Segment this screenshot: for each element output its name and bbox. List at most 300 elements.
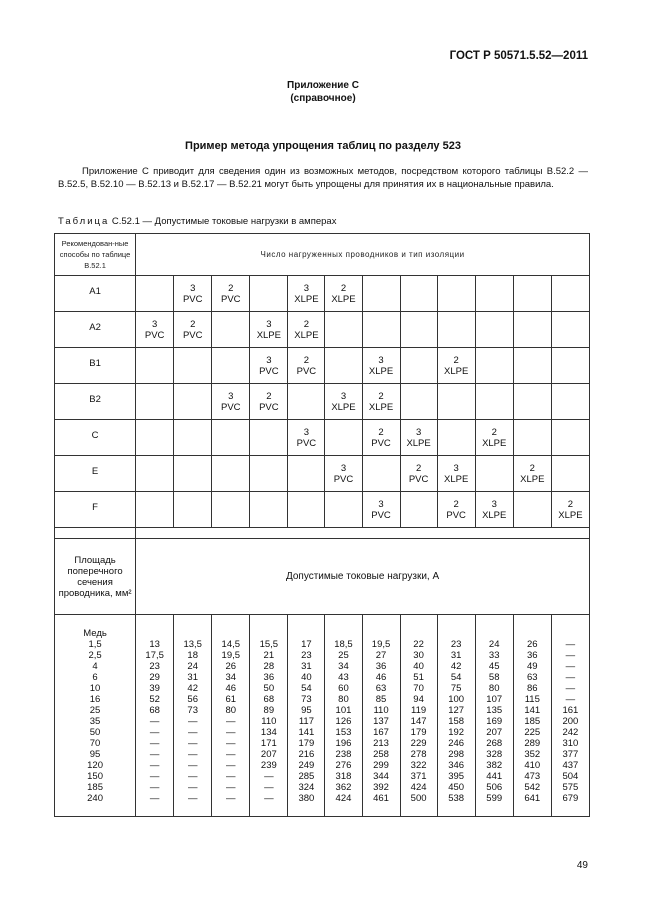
ampacity-value: — xyxy=(187,715,198,727)
ampacity-value: — xyxy=(226,759,236,771)
ampacity-value: 115 xyxy=(524,693,540,705)
method-cell xyxy=(325,492,362,528)
ampacity-value: 424 xyxy=(335,792,352,804)
ampacity-value: 23 xyxy=(301,649,312,661)
method-cell xyxy=(174,312,212,348)
insulation-type: XLPE xyxy=(331,293,356,305)
ampacity-value: — xyxy=(226,715,236,727)
ampacity-value: 40 xyxy=(301,671,312,683)
insulation-type: XLPE xyxy=(368,365,394,377)
method-cell xyxy=(513,276,551,312)
intro-text: Приложение С приводит для сведения один из возможных методов, посредством которого таблицы В.52.2 — В.52.5, В.52.10 — В.52.13 и В.52.17 — В.52.21 могут быть упрощены для принятия их в национальные правила. xyxy=(58,166,588,190)
method-cell xyxy=(250,312,288,348)
ampacity-value: 500 xyxy=(410,792,427,804)
ampacity-value: 161 xyxy=(562,704,579,716)
ampacity-header: Допустимые токовые нагрузки, А xyxy=(136,539,590,615)
method-cell xyxy=(288,492,325,528)
ampacity-value: 538 xyxy=(448,792,465,804)
insulation-type: PVC xyxy=(182,329,203,341)
method-cell xyxy=(136,312,174,348)
ampacity-value: 27 xyxy=(375,649,387,661)
ampacity-value: 31 xyxy=(450,649,462,661)
ampacity-value: 95 xyxy=(301,704,312,716)
method-cell xyxy=(250,420,288,456)
ampacity-value: 377 xyxy=(562,748,579,760)
cross-section-value: 4 xyxy=(92,660,98,672)
method-cell xyxy=(513,420,551,456)
ampacity-value: 52 xyxy=(149,693,160,705)
insulation-type: XLPE xyxy=(406,437,431,449)
insulation-type: XLPE xyxy=(294,329,319,341)
method-cell xyxy=(174,348,212,384)
method-cell xyxy=(174,276,212,312)
conductor-count: 3 xyxy=(378,354,384,366)
method-cell xyxy=(325,384,362,420)
ampacity-value: — xyxy=(149,781,160,793)
conductors-header: Число нагруженных проводников и тип изоляции xyxy=(136,234,590,276)
ampacity-value: 127 xyxy=(448,704,465,716)
conductor-count: 3 xyxy=(340,390,347,402)
ampacity-column xyxy=(400,615,437,817)
conductor-count: 3 xyxy=(303,282,310,294)
ampacity-value: — xyxy=(149,715,160,727)
ampacity-value: 46 xyxy=(225,682,237,694)
conductor-count: 2 xyxy=(453,498,459,510)
ampacity-value: 43 xyxy=(338,671,349,683)
insulation-type: XLPE xyxy=(444,473,469,485)
ampacity-value: — xyxy=(149,792,160,804)
method-cell xyxy=(325,456,362,492)
ampacity-value: 441 xyxy=(486,770,503,782)
ampacity-value: 126 xyxy=(335,715,352,727)
ampacity-value: — xyxy=(187,770,198,782)
cross-section-value: 95 xyxy=(89,748,101,760)
ampacity-value: 24 xyxy=(187,660,198,672)
method-cell xyxy=(250,348,288,384)
document-id: ГОСТ Р 50571.5.52—2011 xyxy=(449,50,588,62)
ampacity-value: 344 xyxy=(373,770,389,782)
conductor-material: Медь xyxy=(83,627,107,639)
method-cell xyxy=(400,492,437,528)
ampacity-value: — xyxy=(149,726,160,738)
ampacity-column xyxy=(174,615,212,817)
insulation-type: PVC xyxy=(144,329,165,341)
ampacity-value: 213 xyxy=(373,737,389,749)
method-cell xyxy=(475,456,513,492)
ampacity-value: 200 xyxy=(562,715,579,727)
ampacity-spacer xyxy=(476,628,513,639)
method-cell xyxy=(250,456,288,492)
cross-section-value: 185 xyxy=(87,781,103,793)
ampacity-spacer xyxy=(212,628,249,639)
method-cell xyxy=(362,384,400,420)
ampacity-value: 110 xyxy=(261,715,277,727)
conductor-count: 2 xyxy=(378,426,384,438)
spacer-cell xyxy=(136,528,590,539)
method-cell xyxy=(400,312,437,348)
ampacity-column xyxy=(362,615,400,817)
cross-section-value: 240 xyxy=(87,792,103,804)
ampacity-value: 17 xyxy=(301,638,312,650)
ampacity-value: 18,5 xyxy=(334,638,353,650)
ampacity-value: 58 xyxy=(488,671,500,683)
ampacity-value: 13,5 xyxy=(183,638,202,650)
insulation-type: PVC xyxy=(371,437,391,449)
method-cell xyxy=(437,348,475,384)
ampacity-value: 185 xyxy=(524,715,541,727)
method-cell xyxy=(288,420,325,456)
insulation-type: PVC xyxy=(446,509,466,521)
method-cell xyxy=(288,276,325,312)
method-cell xyxy=(551,312,589,348)
insulation-type: PVC xyxy=(182,293,203,305)
method-cell xyxy=(513,312,551,348)
ampacity-spacer xyxy=(136,628,173,639)
ampacity-value: 54 xyxy=(450,671,462,683)
conductor-count: 2 xyxy=(303,354,310,366)
ampacity-value: 23 xyxy=(149,660,160,672)
method-cell xyxy=(212,420,250,456)
ampacity-value: 575 xyxy=(562,781,579,793)
ampacity-spacer xyxy=(401,628,437,639)
ampacity-value: 61 xyxy=(225,693,237,705)
ampacity-value: 410 xyxy=(524,759,541,771)
method-cell xyxy=(551,348,589,384)
method-cell xyxy=(475,384,513,420)
cross-section-column xyxy=(55,615,136,817)
ampacity-value: 45 xyxy=(488,660,500,672)
page-number: 49 xyxy=(576,860,588,871)
ampacity-column xyxy=(325,615,362,817)
insulation-type: PVC xyxy=(221,401,241,413)
ampacity-value: 461 xyxy=(373,792,389,804)
method-header: Рекомендован-ные способы по таблице В.52.1 xyxy=(55,234,136,276)
ampacity-value: 216 xyxy=(298,748,315,760)
ampacity-value: 207 xyxy=(260,748,277,760)
ampacity-value: 179 xyxy=(410,726,427,738)
method-cell xyxy=(437,456,475,492)
ampacity-column xyxy=(475,615,513,817)
method-name: В1 xyxy=(55,348,136,384)
ampacity-value: 54 xyxy=(301,682,312,694)
method-name: В2 xyxy=(55,384,136,420)
method-cell xyxy=(136,276,174,312)
ampacity-value: 599 xyxy=(486,792,503,804)
conductor-count: 3 xyxy=(491,498,497,510)
ampacity-value: 80 xyxy=(225,704,237,716)
ampacity-value: 141 xyxy=(524,704,541,716)
conductor-count: 2 xyxy=(453,354,459,366)
method-cell xyxy=(475,492,513,528)
method-cell xyxy=(325,420,362,456)
ampacity-value: 192 xyxy=(448,726,465,738)
ampacity-value: 23 xyxy=(450,638,462,650)
cross-section-value: 70 xyxy=(89,737,101,749)
method-cell xyxy=(475,276,513,312)
ampacity-value: 94 xyxy=(413,693,424,705)
ampacity-spacer xyxy=(363,628,400,639)
ampacity-value: 229 xyxy=(410,737,427,749)
conductor-count: 3 xyxy=(266,354,272,366)
method-cell xyxy=(551,456,589,492)
ampacity-value: 249 xyxy=(298,759,315,771)
insulation-type: XLPE xyxy=(482,509,507,521)
conductor-count: 2 xyxy=(266,390,272,402)
method-cell xyxy=(437,420,475,456)
method-row xyxy=(55,348,590,384)
ampacity-value: — xyxy=(565,671,576,683)
method-cell xyxy=(288,384,325,420)
appendix-subtitle: (справочное) xyxy=(290,93,356,104)
ampacity-value: — xyxy=(226,792,236,804)
ampacity-value: 107 xyxy=(486,693,503,705)
ampacity-value: 40 xyxy=(413,660,424,672)
method-cell xyxy=(212,276,250,312)
ampacity-value: 392 xyxy=(373,781,389,793)
ampacity-value: 50 xyxy=(263,682,275,694)
conductor-count: 3 xyxy=(340,462,347,474)
ampacity-value: 14,5 xyxy=(221,638,241,650)
ampacity-value: 395 xyxy=(448,770,465,782)
ampacity-value: 473 xyxy=(524,770,541,782)
ampacity-value: 51 xyxy=(413,671,424,683)
conductor-count: 3 xyxy=(415,426,422,438)
spacer-cell xyxy=(55,528,136,539)
ampacity-value: 42 xyxy=(450,660,462,672)
ampacity-value: 285 xyxy=(298,770,315,782)
insulation-type: PVC xyxy=(259,365,279,377)
ampacity-value: 679 xyxy=(562,792,579,804)
ampacity-value: 31 xyxy=(187,671,198,683)
ampacity-value: 34 xyxy=(225,671,237,683)
table-caption-prefix: Таблица xyxy=(58,216,110,227)
method-cell xyxy=(513,384,551,420)
ampacity-value: 371 xyxy=(410,770,427,782)
method-row xyxy=(55,312,590,348)
ampacity-value: 268 xyxy=(486,737,503,749)
ampacity-value: — xyxy=(226,770,236,782)
conductor-count: 2 xyxy=(340,282,347,294)
ampacity-value: 362 xyxy=(335,781,352,793)
cross-section-value: 120 xyxy=(87,759,103,771)
ampacity-value: 63 xyxy=(526,671,538,683)
conductor-count: 2 xyxy=(378,390,384,402)
conductor-count: 3 xyxy=(228,390,234,402)
ampacity-value: 346 xyxy=(448,759,465,771)
method-cell xyxy=(400,384,437,420)
method-cell xyxy=(325,276,362,312)
ampacity-value: 137 xyxy=(373,715,389,727)
ampacity-value: 324 xyxy=(298,781,315,793)
method-row xyxy=(55,384,590,420)
method-cell xyxy=(212,456,250,492)
ampacity-column xyxy=(551,615,589,817)
ampacity-value: — xyxy=(565,660,576,672)
ampacity-value: 85 xyxy=(375,693,387,705)
ampacity-value: 276 xyxy=(335,759,352,771)
cross-section-value: 150 xyxy=(87,770,103,782)
ampacity-value: — xyxy=(187,737,198,749)
ampacity-value: 318 xyxy=(335,770,352,782)
ampacity-value: 17,5 xyxy=(145,649,164,661)
table-caption-text: С.52.1 — Допустимые токовые нагрузки в амперах xyxy=(109,216,337,227)
ampacity-data-row xyxy=(55,615,590,817)
ampacity-value: — xyxy=(149,770,160,782)
ampacity-value: 141 xyxy=(298,726,315,738)
conductor-count: 3 xyxy=(152,318,158,330)
method-cell xyxy=(475,348,513,384)
conductor-count: 3 xyxy=(303,426,310,438)
method-cell xyxy=(288,456,325,492)
method-row xyxy=(55,276,590,312)
insulation-type: XLPE xyxy=(294,293,319,305)
ampacity-column xyxy=(513,615,551,817)
ampacity-value: — xyxy=(264,781,274,793)
cross-section-value: 35 xyxy=(89,715,101,727)
ampacity-value: 33 xyxy=(488,649,500,661)
ampacity-value: 19,5 xyxy=(221,649,241,661)
ampacity-value: — xyxy=(149,737,160,749)
ampacity-value: 289 xyxy=(524,737,541,749)
method-cell xyxy=(551,276,589,312)
ampacity-value: 24 xyxy=(488,638,500,650)
method-cell xyxy=(513,348,551,384)
ampacity-value: 26 xyxy=(526,638,538,650)
section-title: Пример метода упрощения таблиц по разделу 523 xyxy=(185,140,461,152)
method-cell xyxy=(400,420,437,456)
method-cell xyxy=(362,420,400,456)
method-cell xyxy=(174,384,212,420)
ampacity-value: 169 xyxy=(486,715,503,727)
method-cell xyxy=(551,420,589,456)
method-cell xyxy=(437,384,475,420)
ampacity-value: 36 xyxy=(263,671,275,683)
ampacity-spacer xyxy=(552,628,589,639)
ampacity-value: — xyxy=(565,682,576,694)
method-cell xyxy=(288,348,325,384)
method-cell xyxy=(136,384,174,420)
ampacity-value: 258 xyxy=(373,748,389,760)
cross-section-value: 6 xyxy=(92,671,98,683)
ampacity-value: — xyxy=(226,726,236,738)
method-cell xyxy=(437,492,475,528)
ampacity-value: 352 xyxy=(524,748,541,760)
ampacity-value: 382 xyxy=(486,759,503,771)
method-cell xyxy=(250,384,288,420)
ampacity-spacer xyxy=(288,628,324,639)
cross-section-value: 2,5 xyxy=(88,649,102,661)
ampacity-value: 70 xyxy=(413,682,424,694)
conductor-count: 2 xyxy=(303,318,310,330)
method-cell xyxy=(325,312,362,348)
ampacity-value: 504 xyxy=(562,770,579,782)
method-row xyxy=(55,456,590,492)
ampacity-value: — xyxy=(187,792,198,804)
conductor-count: 3 xyxy=(378,498,384,510)
insulation-type: PVC xyxy=(221,293,241,305)
ampacity-value: — xyxy=(187,781,198,793)
method-row xyxy=(55,492,590,528)
insulation-type: PVC xyxy=(259,401,279,413)
insulation-type: XLPE xyxy=(331,401,356,413)
table-caption xyxy=(58,216,336,227)
ampacity-value: 56 xyxy=(187,693,198,705)
conductor-count: 2 xyxy=(567,498,574,510)
method-cell xyxy=(551,492,589,528)
ampacity-value: — xyxy=(187,726,198,738)
ampacity-value: — xyxy=(226,781,236,793)
ampacity-value: 42 xyxy=(187,682,198,694)
method-cell xyxy=(250,492,288,528)
ampacity-column xyxy=(437,615,475,817)
method-name: Е xyxy=(55,456,136,492)
method-cell xyxy=(136,420,174,456)
ampacity-value: 49 xyxy=(526,660,538,672)
ampacity-value: — xyxy=(264,792,274,804)
ampacity-value: 225 xyxy=(524,726,541,738)
method-cell xyxy=(362,312,400,348)
method-cell xyxy=(212,492,250,528)
ampacity-value: 21 xyxy=(263,649,275,661)
ampacity-value: 22 xyxy=(413,638,424,650)
conductor-count: 2 xyxy=(415,462,422,474)
method-name: А1 xyxy=(55,276,136,312)
conductor-count: 3 xyxy=(266,318,272,330)
conductor-count: 2 xyxy=(228,282,234,294)
method-cell xyxy=(437,312,475,348)
ampacity-spacer xyxy=(250,628,287,639)
ampacity-value: — xyxy=(149,748,160,760)
ampacity-value: 18 xyxy=(187,649,198,661)
cross-section-header: Площадь поперечного сечения проводника, мм² xyxy=(55,539,136,615)
method-cell xyxy=(551,384,589,420)
ampacity-value: — xyxy=(565,638,576,650)
insulation-type: XLPE xyxy=(520,473,545,485)
method-row xyxy=(55,420,590,456)
ampacity-value: 167 xyxy=(373,726,389,738)
ampacity-value: 299 xyxy=(373,759,389,771)
ampacity-value: 63 xyxy=(375,682,387,694)
ampacity-value: — xyxy=(226,748,236,760)
method-cell xyxy=(437,276,475,312)
ampacity-value: 36 xyxy=(526,649,538,661)
method-cell xyxy=(212,348,250,384)
method-cell xyxy=(212,312,250,348)
insulation-type: XLPE xyxy=(558,509,583,521)
ampacity-column xyxy=(212,615,250,817)
ampacity-value: 46 xyxy=(375,671,387,683)
ampacity-value: 424 xyxy=(410,781,427,793)
ampacity-value: 246 xyxy=(448,737,465,749)
ampacity-value: 26 xyxy=(225,660,237,672)
ampacity-value: 39 xyxy=(149,682,160,694)
insulation-type: XLPE xyxy=(444,365,469,377)
insulation-type: PVC xyxy=(408,473,429,485)
ampacity-value: 328 xyxy=(486,748,503,760)
ampacity-value: 135 xyxy=(486,704,503,716)
ampacity-value: 25 xyxy=(338,649,349,661)
method-cell xyxy=(250,276,288,312)
ampacity-spacer xyxy=(174,628,211,639)
ampacity-value: 36 xyxy=(375,660,387,672)
conductor-count: 2 xyxy=(190,318,196,330)
ampacity-value: 207 xyxy=(486,726,503,738)
insulation-type: PVC xyxy=(296,437,317,449)
appendix-title: Приложение С xyxy=(287,80,359,91)
cross-section-value: 16 xyxy=(89,693,101,705)
ampacity-value: 437 xyxy=(562,759,579,771)
method-cell xyxy=(475,312,513,348)
